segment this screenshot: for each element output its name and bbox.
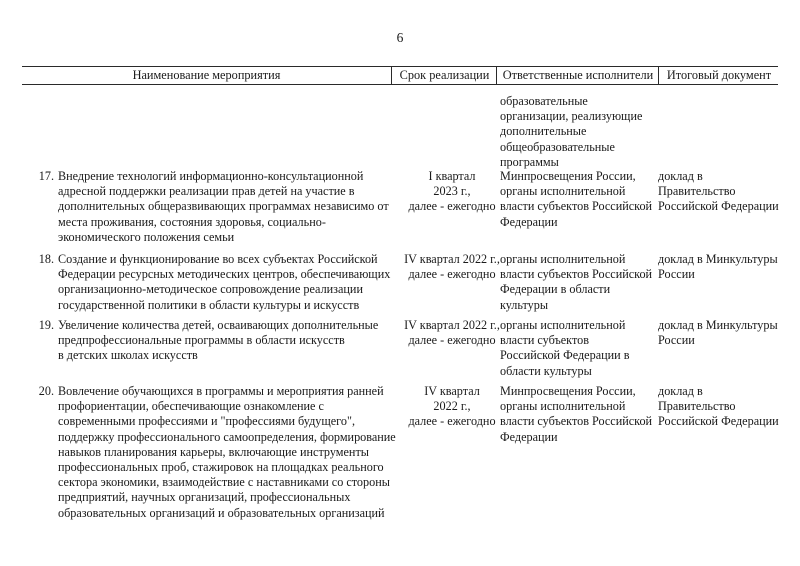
cell-number: 20. (38, 384, 54, 398)
cell-responsible: образовательные организации, реализующие дополнительные общеобразовательные программы (500, 94, 643, 169)
column-header-name: Наименование мероприятия (132, 68, 281, 82)
cell-responsible: Минпросвещения России, органы исполнительной власти субъектов Российской Федерации (500, 384, 653, 444)
table-header-border (22, 84, 778, 85)
page-number: 6 (396, 30, 404, 45)
cell-number: 19. (38, 318, 54, 332)
cell-number: 17. (38, 169, 54, 183)
cell-responsible: органы исполнительной власти субъектов Российской Федерации в области культуры (500, 318, 630, 378)
column-header-responsible: Ответственные исполнители (502, 68, 654, 82)
cell-term: IV квартал 2022 г., далее - ежегодно (408, 384, 496, 429)
cell-name: Вовлечение обучающихся в программы и мероприятия ранней профориентации, обеспечивающие ознакомление с современными профессиями и "профессиями будущего", поддержку профессионального самоопределения, формирование навыков планирования карьеры, включающие инструменты профессиональных проб, стажировок на площадках реального сектора экономики, взаимодействие с наставниками со стороны предприятий, научных организаций, профессиональных образовательных организаций и образовательных организаций (58, 384, 396, 520)
cell-document: доклад в Правительство Российской Федерации (658, 384, 779, 429)
cell-document: доклад в Минкультуры России (658, 252, 778, 282)
column-divider-2 (496, 67, 497, 85)
column-header-term: Срок реализации (399, 68, 490, 82)
cell-document: доклад в Правительство Российской Федерации (658, 169, 779, 214)
column-divider-3 (658, 67, 659, 85)
table-header-row (22, 67, 778, 84)
cell-responsible: Минпросвещения России, органы исполнительной власти субъектов Российской Федерации (500, 169, 653, 229)
column-header-document: Итоговый документ (666, 68, 772, 82)
cell-name: Создание и функционирование во всех субъектах Российской Федерации ресурсных методических центров, обеспечивающих организационно-методическое сопровождение реализации государственной политики в области культуры и искусств (58, 252, 391, 312)
cell-name: Внедрение технологий информационно-консультационной адресной поддержки реализации прав детей на участие в дополнительных общеразвивающих программах независимо от места проживания, состояния здоровья, социально-экономического положения семьи (58, 169, 389, 244)
cell-term: IV квартал 2022 г., далее - ежегодно (404, 318, 500, 348)
cell-responsible: органы исполнительной власти субъектов Российской Федерации в области культуры (500, 252, 653, 312)
cell-term: I квартал 2023 г., далее - ежегодно (408, 169, 496, 214)
cell-term: IV квартал 2022 г., далее - ежегодно (404, 252, 500, 282)
cell-document: доклад в Минкультуры России (658, 318, 778, 348)
column-divider-1 (391, 67, 392, 85)
cell-name: Увеличение количества детей, осваивающих дополнительные предпрофессиональные программы в области искусств в детских школах искусств (58, 318, 379, 363)
cell-number: 18. (38, 252, 54, 266)
